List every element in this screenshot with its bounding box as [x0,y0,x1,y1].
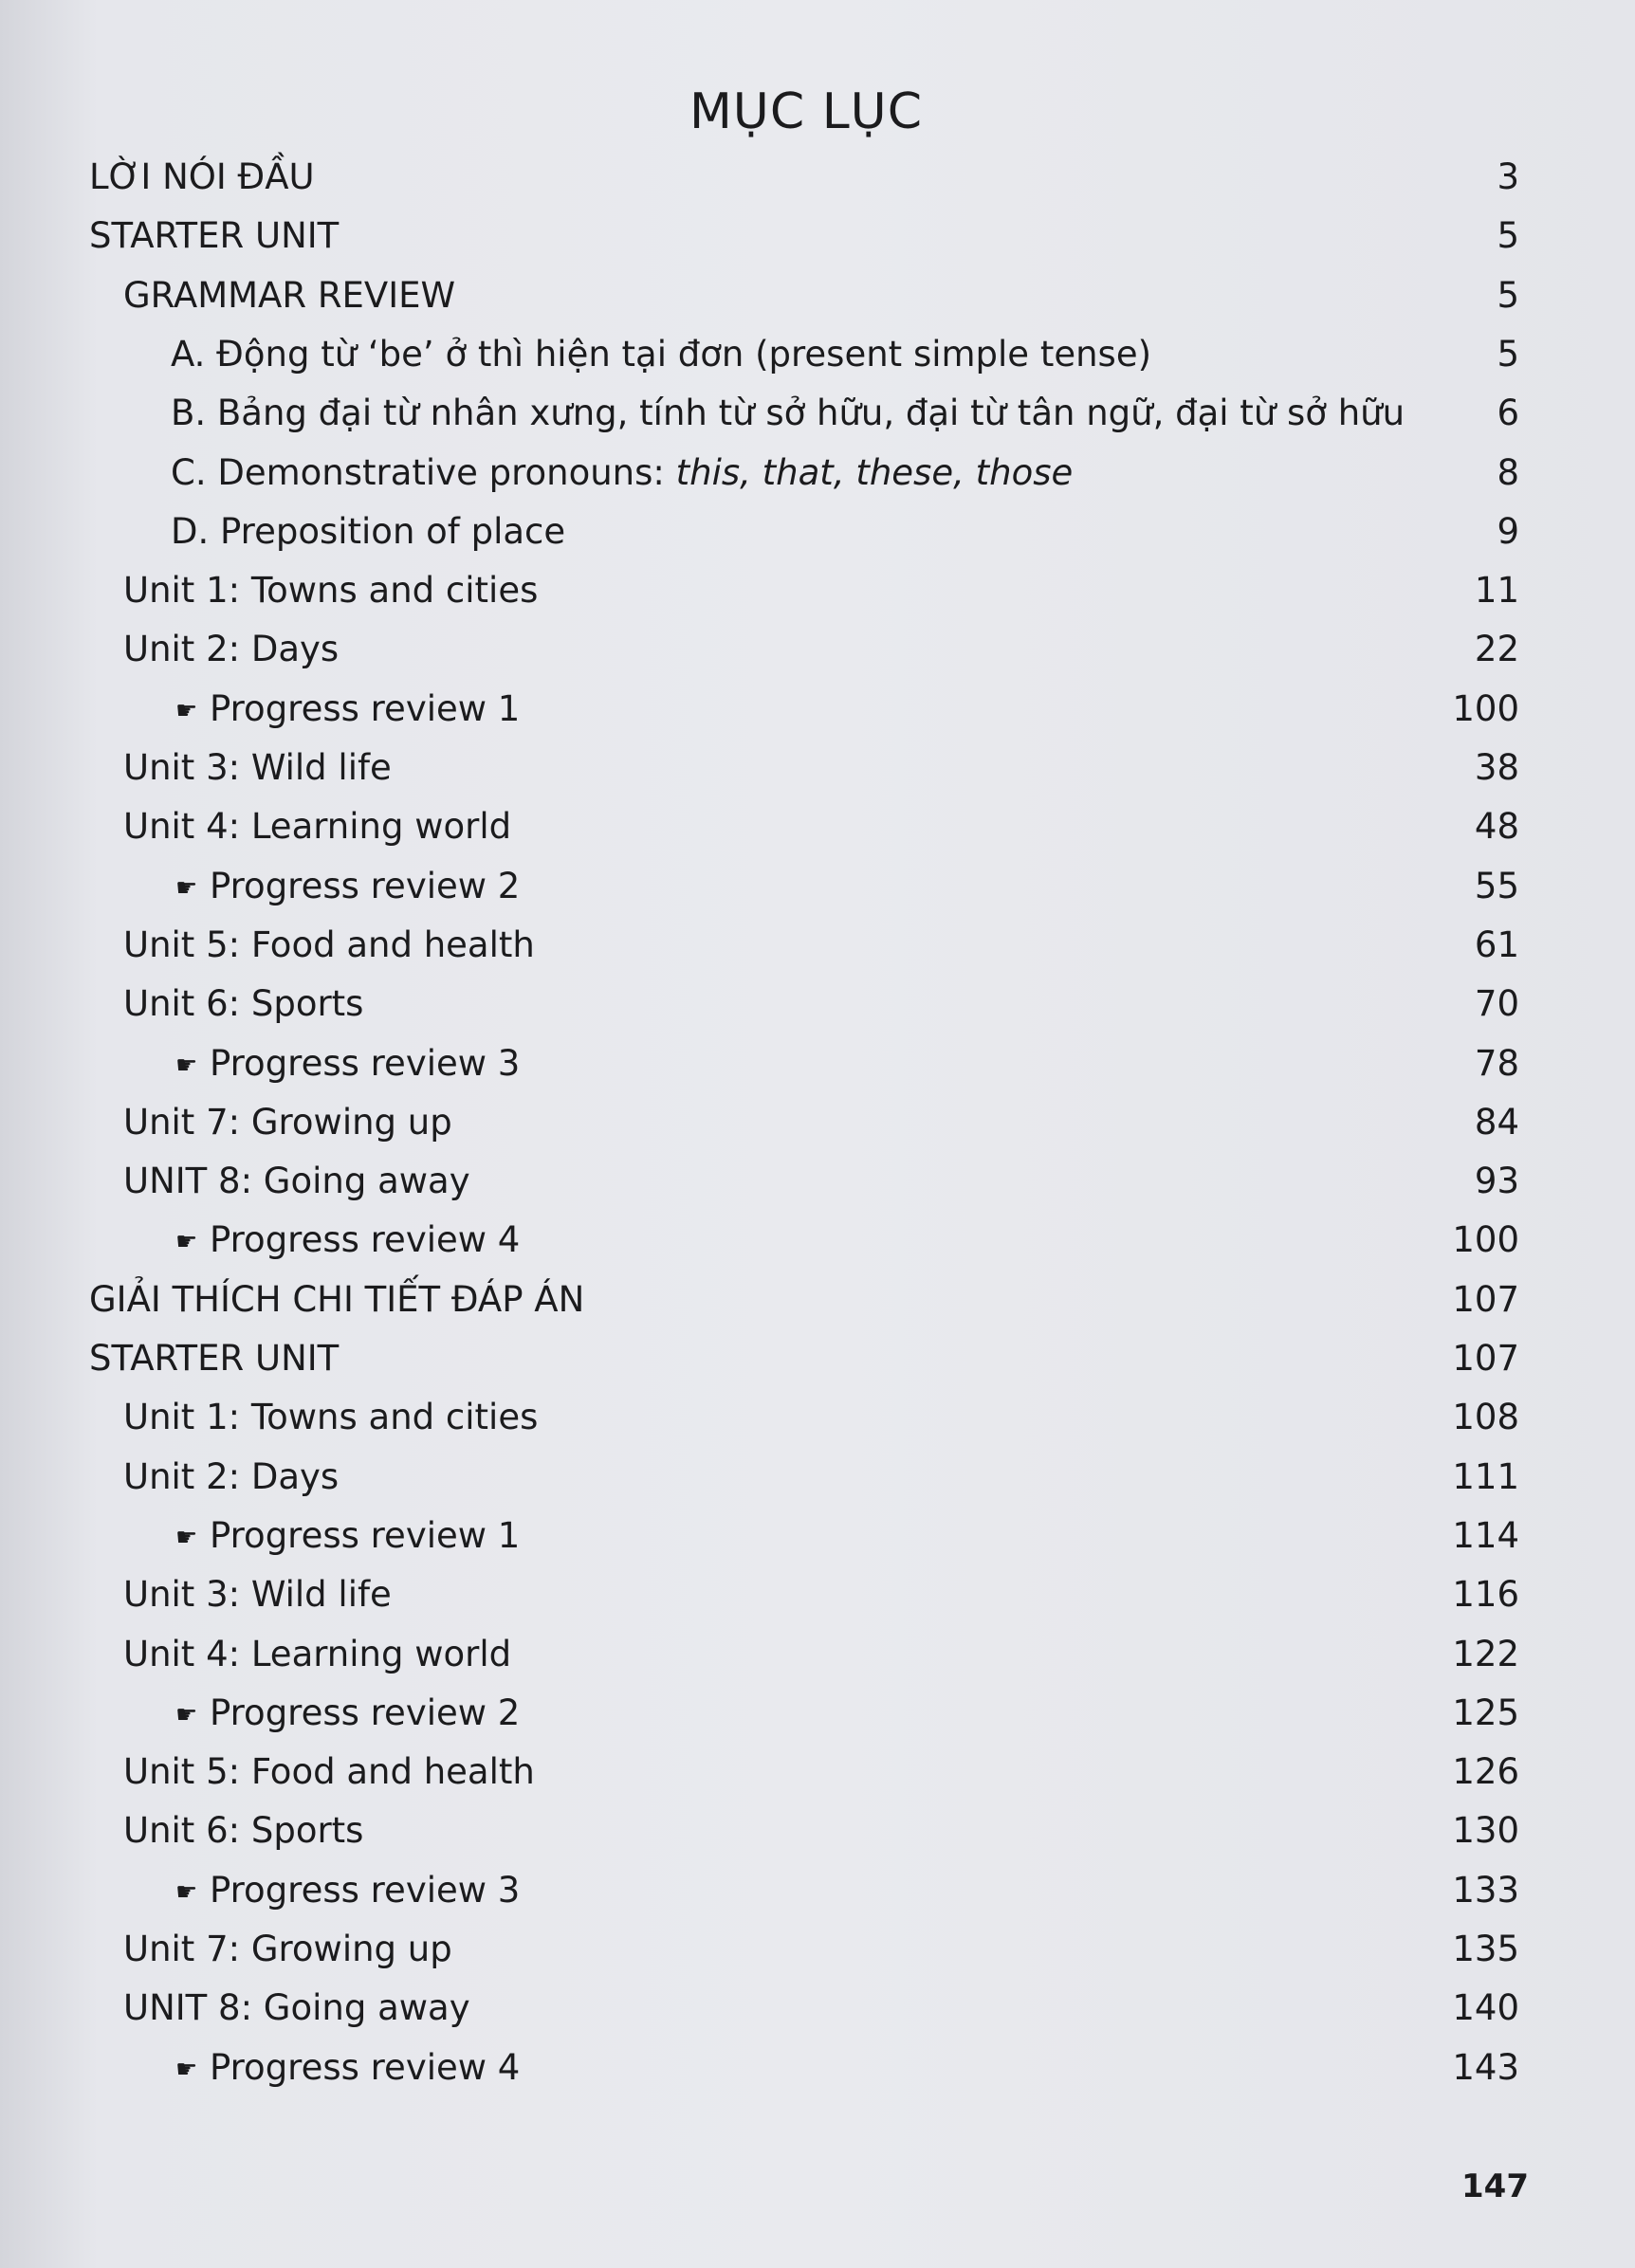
toc-entry-label [123,1158,470,1205]
toc-entry [0,2044,1635,2092]
toc-entry [0,1394,1635,1441]
toc-entry-page: 111 [1452,1456,1519,1497]
toc-entry [0,1276,1635,1324]
toc-entry-page: 78 [1474,1043,1519,1084]
toc-entry-page: 22 [1474,629,1519,669]
toc-entry-page: 8 [1497,452,1519,493]
toc-entry [0,626,1635,673]
toc-entry-page: 84 [1474,1102,1519,1143]
toc-entry [0,567,1635,614]
pointing-hand-icon: ☛ [175,1228,198,1256]
toc-entry [0,1158,1635,1205]
toc-entry [0,331,1635,378]
toc-entry-text: Unit 3: Wild life [123,1574,392,1615]
pointing-hand-icon: ☛ [175,1052,198,1080]
toc-entry [0,508,1635,556]
toc-entry-label [175,1040,520,1089]
toc-entry-text: Unit 2: Days [123,629,340,669]
toc-entry-label [175,1867,520,1916]
toc-entry-page: 107 [1452,1338,1519,1379]
toc-entry [0,1926,1635,1973]
toc-entry-page: 122 [1452,1634,1519,1674]
toc-entry-text: D. Preposition of place [171,511,566,552]
toc-entry-label [123,1099,452,1146]
toc-entry-text: GRAMMAR REVIEW [123,275,456,316]
toc-entry-page: 55 [1474,866,1519,906]
page-number: 147 [1461,2167,1529,2205]
toc-entry [0,1512,1635,1560]
toc-entry-label [123,1571,392,1619]
toc-entry-text: Progress review 3 [210,1870,521,1911]
toc-entry [0,272,1635,320]
toc-entry-page: 140 [1452,1987,1519,2028]
toc-entry-label [123,1454,339,1501]
toc-entry-page: 108 [1452,1397,1519,1437]
toc-entry-page: 135 [1452,1929,1519,1969]
toc-entry-text: Unit 1: Towns and cities [123,1397,539,1437]
toc-entry-label [175,1216,520,1266]
toc-entry-label [171,390,1405,437]
toc-entry-label [123,980,363,1028]
toc-entry-label [175,2044,520,2094]
toc-entry-text: Progress review 4 [210,2047,521,2088]
toc-entry-label [171,449,1073,497]
toc-entry-text: Unit 5: Food and health [123,1751,535,1792]
toc-entry-text: Progress review 2 [210,866,521,906]
toc-entry-text: Progress review 2 [210,1692,521,1733]
toc-entry-label [171,508,565,556]
pointing-hand-icon: ☛ [175,1524,198,1552]
toc-entry [0,449,1635,497]
toc-entry-text: Unit 2: Days [123,1456,340,1497]
toc-entry [0,744,1635,792]
toc-entry-page: 107 [1452,1279,1519,1320]
toc-entry [0,1571,1635,1619]
toc-entry-page: 114 [1452,1515,1519,1556]
toc-entry-page: 126 [1452,1751,1519,1792]
toc-entry [0,863,1635,910]
toc-entry-page: 9 [1497,511,1519,552]
pointing-hand-icon: ☛ [175,697,198,725]
toc-entry [0,390,1635,437]
toc-entry-page: 143 [1452,2047,1519,2088]
toc-entry-label [89,1335,339,1382]
toc-entry-page: 70 [1474,983,1519,1024]
toc-entry [0,1216,1635,1264]
toc-entry-label [89,212,339,260]
toc-entry-page: 38 [1474,747,1519,788]
toc-entry-text: Progress review 3 [210,1043,521,1084]
pointing-hand-icon: ☛ [175,2056,198,2084]
toc-entry-page: 116 [1452,1574,1519,1615]
toc-entry-text: UNIT 8: Going away [123,1987,470,2028]
toc-entry-text: A. Động từ ‘be’ ở thì hiện tại đơn (present simple tense) [171,334,1152,375]
pointing-hand-icon: ☛ [175,1701,198,1729]
toc-entry [0,154,1635,201]
toc-entry-text: GIẢI THÍCH CHI TIẾT ĐÁP ÁN [89,1279,585,1320]
toc-entry-text: LỜI NÓI ĐẦU [89,156,315,197]
toc-entry [0,922,1635,969]
toc-entry [0,980,1635,1028]
toc-entry-text: Unit 6: Sports [123,983,364,1024]
toc-entry [0,1867,1635,1914]
pointing-hand-icon: ☛ [175,874,198,903]
toc-entry-page: 100 [1452,1219,1519,1260]
toc-entry-page: 93 [1474,1161,1519,1201]
toc-entry-text: Unit 1: Towns and cities [123,570,539,611]
toc-entry-text: Unit 7: Growing up [123,1929,452,1969]
toc-entry [0,1748,1635,1796]
toc-entry-page: 61 [1474,924,1519,965]
toc-entry-page: 5 [1497,275,1519,316]
toc-entry-label [175,1690,520,1739]
toc-entry-page: 6 [1497,393,1519,433]
toc-entry-page: 133 [1452,1870,1519,1911]
toc-entry-text: UNIT 8: Going away [123,1161,470,1201]
toc-entry [0,1040,1635,1088]
toc-entry-label [89,154,315,201]
toc-entry [0,686,1635,733]
toc-entry-page: 48 [1474,806,1519,847]
toc-entry-label [123,1926,452,1973]
toc-entry-page: 125 [1452,1692,1519,1733]
toc-entry-page: 130 [1452,1810,1519,1851]
pointing-hand-icon: ☛ [175,1878,198,1907]
toc-entry-label [123,1394,538,1441]
toc-entry-label [123,1807,363,1855]
toc-entry [0,1454,1635,1501]
toc-entry-page: 3 [1497,156,1519,197]
toc-entry-italic-text: this, that, these, those [675,452,1074,493]
page-title: MỤC LỤC [689,83,924,140]
toc-entry-text: STARTER UNIT [89,1338,340,1379]
toc-entry-text: C. Demonstrative pronouns: [171,452,676,493]
toc-entry-label [123,567,538,614]
toc-entry-label [123,272,455,320]
toc-entry-label [123,626,339,673]
toc-entry-label [123,1748,535,1796]
toc-entry [0,212,1635,260]
toc-entry-label [123,744,392,792]
toc-entry-text: Progress review 1 [210,688,521,729]
toc-entry-text: Unit 4: Learning world [123,1634,512,1674]
toc-entry [0,1631,1635,1678]
toc-entry-text: Progress review 4 [210,1219,521,1260]
toc-entry-text: Unit 5: Food and health [123,924,535,965]
toc-entry-page: 5 [1497,215,1519,256]
toc-entry [0,803,1635,850]
toc-entry-text: Unit 3: Wild life [123,747,392,788]
toc-entry-label [175,863,520,912]
toc-entry-text: Unit 7: Growing up [123,1102,452,1143]
toc-entry-page: 100 [1452,688,1519,729]
toc-entry [0,1807,1635,1855]
toc-entry [0,1099,1635,1146]
toc-entry-label [123,1984,470,2032]
toc-entry-label [175,686,520,735]
toc-entry-label [123,922,535,969]
toc-entry-page: 11 [1474,570,1519,611]
toc-entry [0,1984,1635,2032]
toc-entry-page: 5 [1497,334,1519,375]
toc-entry-text: B. Bảng đại từ nhân xưng, tính từ sở hữu, đại từ tân ngữ, đại từ sở hữu [171,393,1405,433]
toc-entry-label [89,1276,584,1324]
toc-entry-label [123,803,511,850]
toc-entry-label [171,331,1151,378]
toc-entry-text: Unit 6: Sports [123,1810,364,1851]
toc-entry-text: Unit 4: Learning world [123,806,512,847]
toc-entry [0,1335,1635,1382]
toc-entry-text: STARTER UNIT [89,215,340,256]
toc-entry-label [175,1512,520,1562]
toc-entry-text: Progress review 1 [210,1515,521,1556]
toc-entry-label [123,1631,511,1678]
toc-entry [0,1690,1635,1737]
